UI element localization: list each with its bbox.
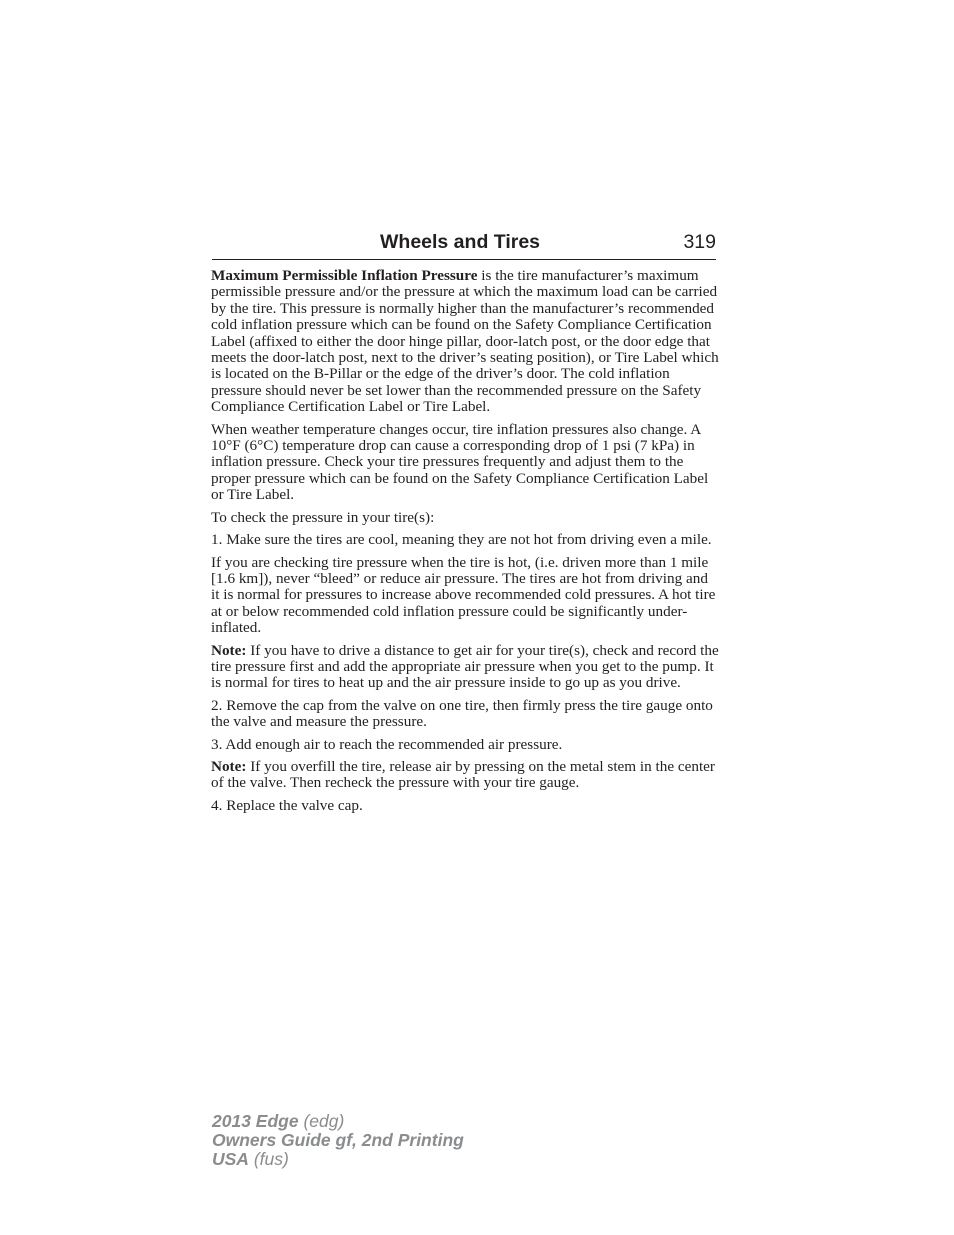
footer-model-code: (edg) (298, 1111, 345, 1131)
step-1 (211, 532, 719, 548)
paragraph-text: is the tire manufacturer’s maximum permissible pressure and/or the pressure at which the maximum load can be carried by the tire. This pressure is normally higher than the manufacturer’s recommended cold inflation pressure which can be found on the Safety Compliance Certification Label (affixed to either the door hinge pillar, door-latch post, or the door edge that meets the door-latch post, next to the driver’s seating position), or Tire Label which is located on the B-Pillar or the edge of the driver’s door. The cold inflation pressure should never be set lower than the recommended pressure on the Safety Compliance Certification Label or Tire Label. (211, 267, 719, 416)
paragraph-text: To check the pressure in your tire(s): (211, 508, 435, 526)
note-label: Note: (211, 757, 247, 775)
paragraph-temperature (211, 422, 719, 504)
footer-market-code: (fus) (248, 1149, 289, 1169)
paragraph-text: 1. Make sure the tires are cool, meaning they are not hot from driving even a mile. (211, 531, 712, 549)
note-overfill (211, 759, 719, 792)
footer-market: USA (212, 1149, 249, 1169)
step-2 (211, 698, 719, 731)
paragraph-hot-tire (211, 555, 719, 637)
paragraph-max-pressure (211, 268, 719, 416)
paragraph-text: 4. Replace the valve cap. (211, 796, 363, 814)
footer-line-market (212, 1150, 464, 1169)
note-drive-distance (211, 643, 719, 692)
page-number: 319 (683, 231, 716, 253)
page-header (212, 229, 716, 260)
page-footer (212, 1112, 464, 1169)
note-label: Note: (211, 641, 247, 659)
paragraph-intro-steps (211, 510, 719, 526)
paragraph-text: 2. Remove the cap from the valve on one tire, then firmly press the tire gauge onto the valve and measure the pressure. (211, 696, 713, 731)
paragraph-text: If you are checking tire pressure when the tire is hot, (i.e. driven more than 1 mile [1.6 km]), never “bleed” or reduce air pressure. The tires are hot from driving and it is normal for pressures to increase above recommended cold pressures. A hot tire at or below recommended cold inflation pressure could be significantly under-inflated. (211, 553, 716, 637)
footer-line-model (212, 1112, 464, 1131)
step-3 (211, 737, 719, 753)
paragraph-text: If you overfill the tire, release air by pressing on the metal stem in the center of the valve. Then recheck the pressure with your tire gauge. (211, 757, 715, 792)
footer-guide: Owners Guide gf, 2nd Printing (212, 1130, 464, 1150)
paragraph-text: 3. Add enough air to reach the recommended air pressure. (211, 735, 563, 753)
footer-line-guide (212, 1131, 464, 1150)
step-4 (211, 798, 719, 814)
term-max-pressure: Maximum Permissible Inflation Pressure (211, 267, 478, 284)
paragraph-text: If you have to drive a distance to get air for your tire(s), check and record the tire pressure first and add the appropriate air pressure when you get to the pump. It is normal for tires to heat up and the air pressure inside to go up as you drive. (211, 641, 719, 692)
body-text (211, 268, 719, 820)
footer-model: 2013 Edge (212, 1111, 299, 1131)
paragraph-text: When weather temperature changes occur, tire inflation pressures also change. A 10°F (6°C) temperature drop can cause a corresponding drop of 1 psi (7 kPa) in inflation pressure. Check your tire pressures frequently and adjust them to the proper pressure which can be found on the Safety Compliance Certification Label or Tire Label. (211, 420, 709, 504)
section-title: Wheels and Tires (380, 231, 541, 253)
